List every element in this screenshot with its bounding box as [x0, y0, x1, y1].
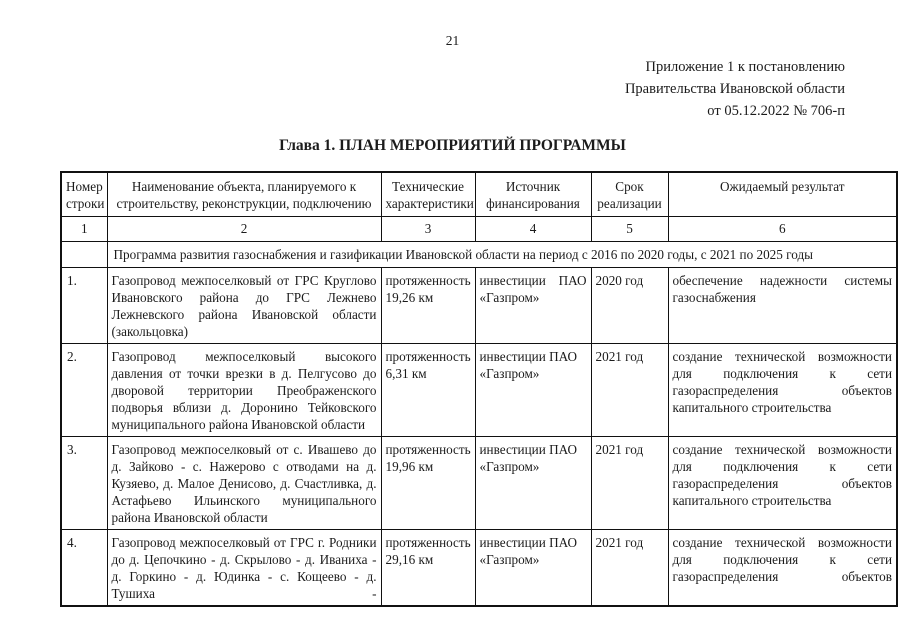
row-number-cell: 2. [61, 343, 107, 436]
specs-cell: протяженность 6,31 км [381, 343, 475, 436]
column-number: 6 [668, 216, 897, 241]
object-name-cell: Газопровод межпоселковый от ГРС г. Родники до д. Цепочкино - д. Скрылово - д. Иваниха - д. Горкино - д. Юдинка - с. Кощеево - д. Тушиха - [107, 529, 381, 606]
program-title-row [61, 241, 897, 267]
program-plan-table [60, 171, 898, 607]
result-cell: создание технической возможности для подключения к сети газораспределения объектов [668, 529, 897, 606]
column-numbers-row [61, 216, 897, 241]
column-number: 4 [475, 216, 591, 241]
column-number: 3 [381, 216, 475, 241]
table-row [61, 436, 897, 529]
result-cell: создание технической возможности для подключения к сети газораспределения объектов капитального строительства [668, 343, 897, 436]
appendix-line: Правительства Ивановской области [624, 81, 845, 97]
header-funding-source: Источник финансирования [475, 172, 591, 216]
funding-cell: инвестиции ПАО «Газпром» [475, 343, 591, 436]
term-cell: 2021 год [591, 343, 668, 436]
result-cell: создание технической возможности для подключения к сети газораспределения объектов капитального строительства [668, 436, 897, 529]
row-number-cell: 1. [61, 267, 107, 343]
object-name-cell: Газопровод межпоселковый от с. Ивашево до д. Зайково - с. Нажерово с отводами на д. Кузяево, д. Малое Денисово, д. Счастливка, д. Астафьево Ильинского муниципального района Ивановской области [107, 436, 381, 529]
term-cell: 2021 год [591, 529, 668, 606]
table-row [61, 529, 897, 606]
empty-cell [61, 241, 107, 267]
header-row-number: Номер строки [61, 172, 107, 216]
column-number: 2 [107, 216, 381, 241]
column-number: 1 [61, 216, 107, 241]
table-row [61, 343, 897, 436]
funding-cell: инвестиции ПАО «Газпром» [475, 529, 591, 606]
header-specs: Технические характеристики [381, 172, 475, 216]
chapter-title: Глава 1. ПЛАН МЕРОПРИЯТИЙ ПРОГРАММЫ [279, 137, 626, 154]
header-expected-result: Ожидаемый результат [668, 172, 897, 216]
term-cell: 2021 год [591, 436, 668, 529]
program-title-cell: Программа развития газоснабжения и газификации Ивановской области на период с 2016 по 2020 годы, с 2021 по 2025 годы [107, 241, 897, 267]
page-number: 21 [445, 33, 460, 48]
row-number-cell: 3. [61, 436, 107, 529]
specs-cell: протяженность 19,96 км [381, 436, 475, 529]
result-cell: обеспечение надежности системы газоснабжения [668, 267, 897, 343]
specs-cell: протяженность 29,16 км [381, 529, 475, 606]
table-row [61, 267, 897, 343]
object-name-cell: Газопровод межпоселковый от ГРС Круглово Ивановского района до ГРС Лежнево Лежневского района Ивановской области (закольцовка) [107, 267, 381, 343]
appendix-line: Приложение 1 к постановлению [645, 59, 845, 75]
term-cell: 2020 год [591, 267, 668, 343]
appendix-line: от 05.12.2022 № 706-п [707, 103, 845, 119]
header-term: Срок реализации [591, 172, 668, 216]
specs-cell: протяженность 19,26 км [381, 267, 475, 343]
appendix-reference [0, 56, 845, 122]
column-number: 5 [591, 216, 668, 241]
funding-cell: инвестиции ПАО «Газпром» [475, 267, 591, 343]
object-name-cell: Газопровод межпоселковый высокого давления от точки врезки в д. Пелгусово до дворовой территории Преображенского подворья вблизи д. Доронино Тейковского муниципального района Ивановской области [107, 343, 381, 436]
header-object-name: Наименование объекта, планируемого к строительству, реконструкции, подключению [107, 172, 381, 216]
funding-cell: инвестиции ПАО «Газпром» [475, 436, 591, 529]
table-header-row [61, 172, 897, 216]
row-number-cell: 4. [61, 529, 107, 606]
